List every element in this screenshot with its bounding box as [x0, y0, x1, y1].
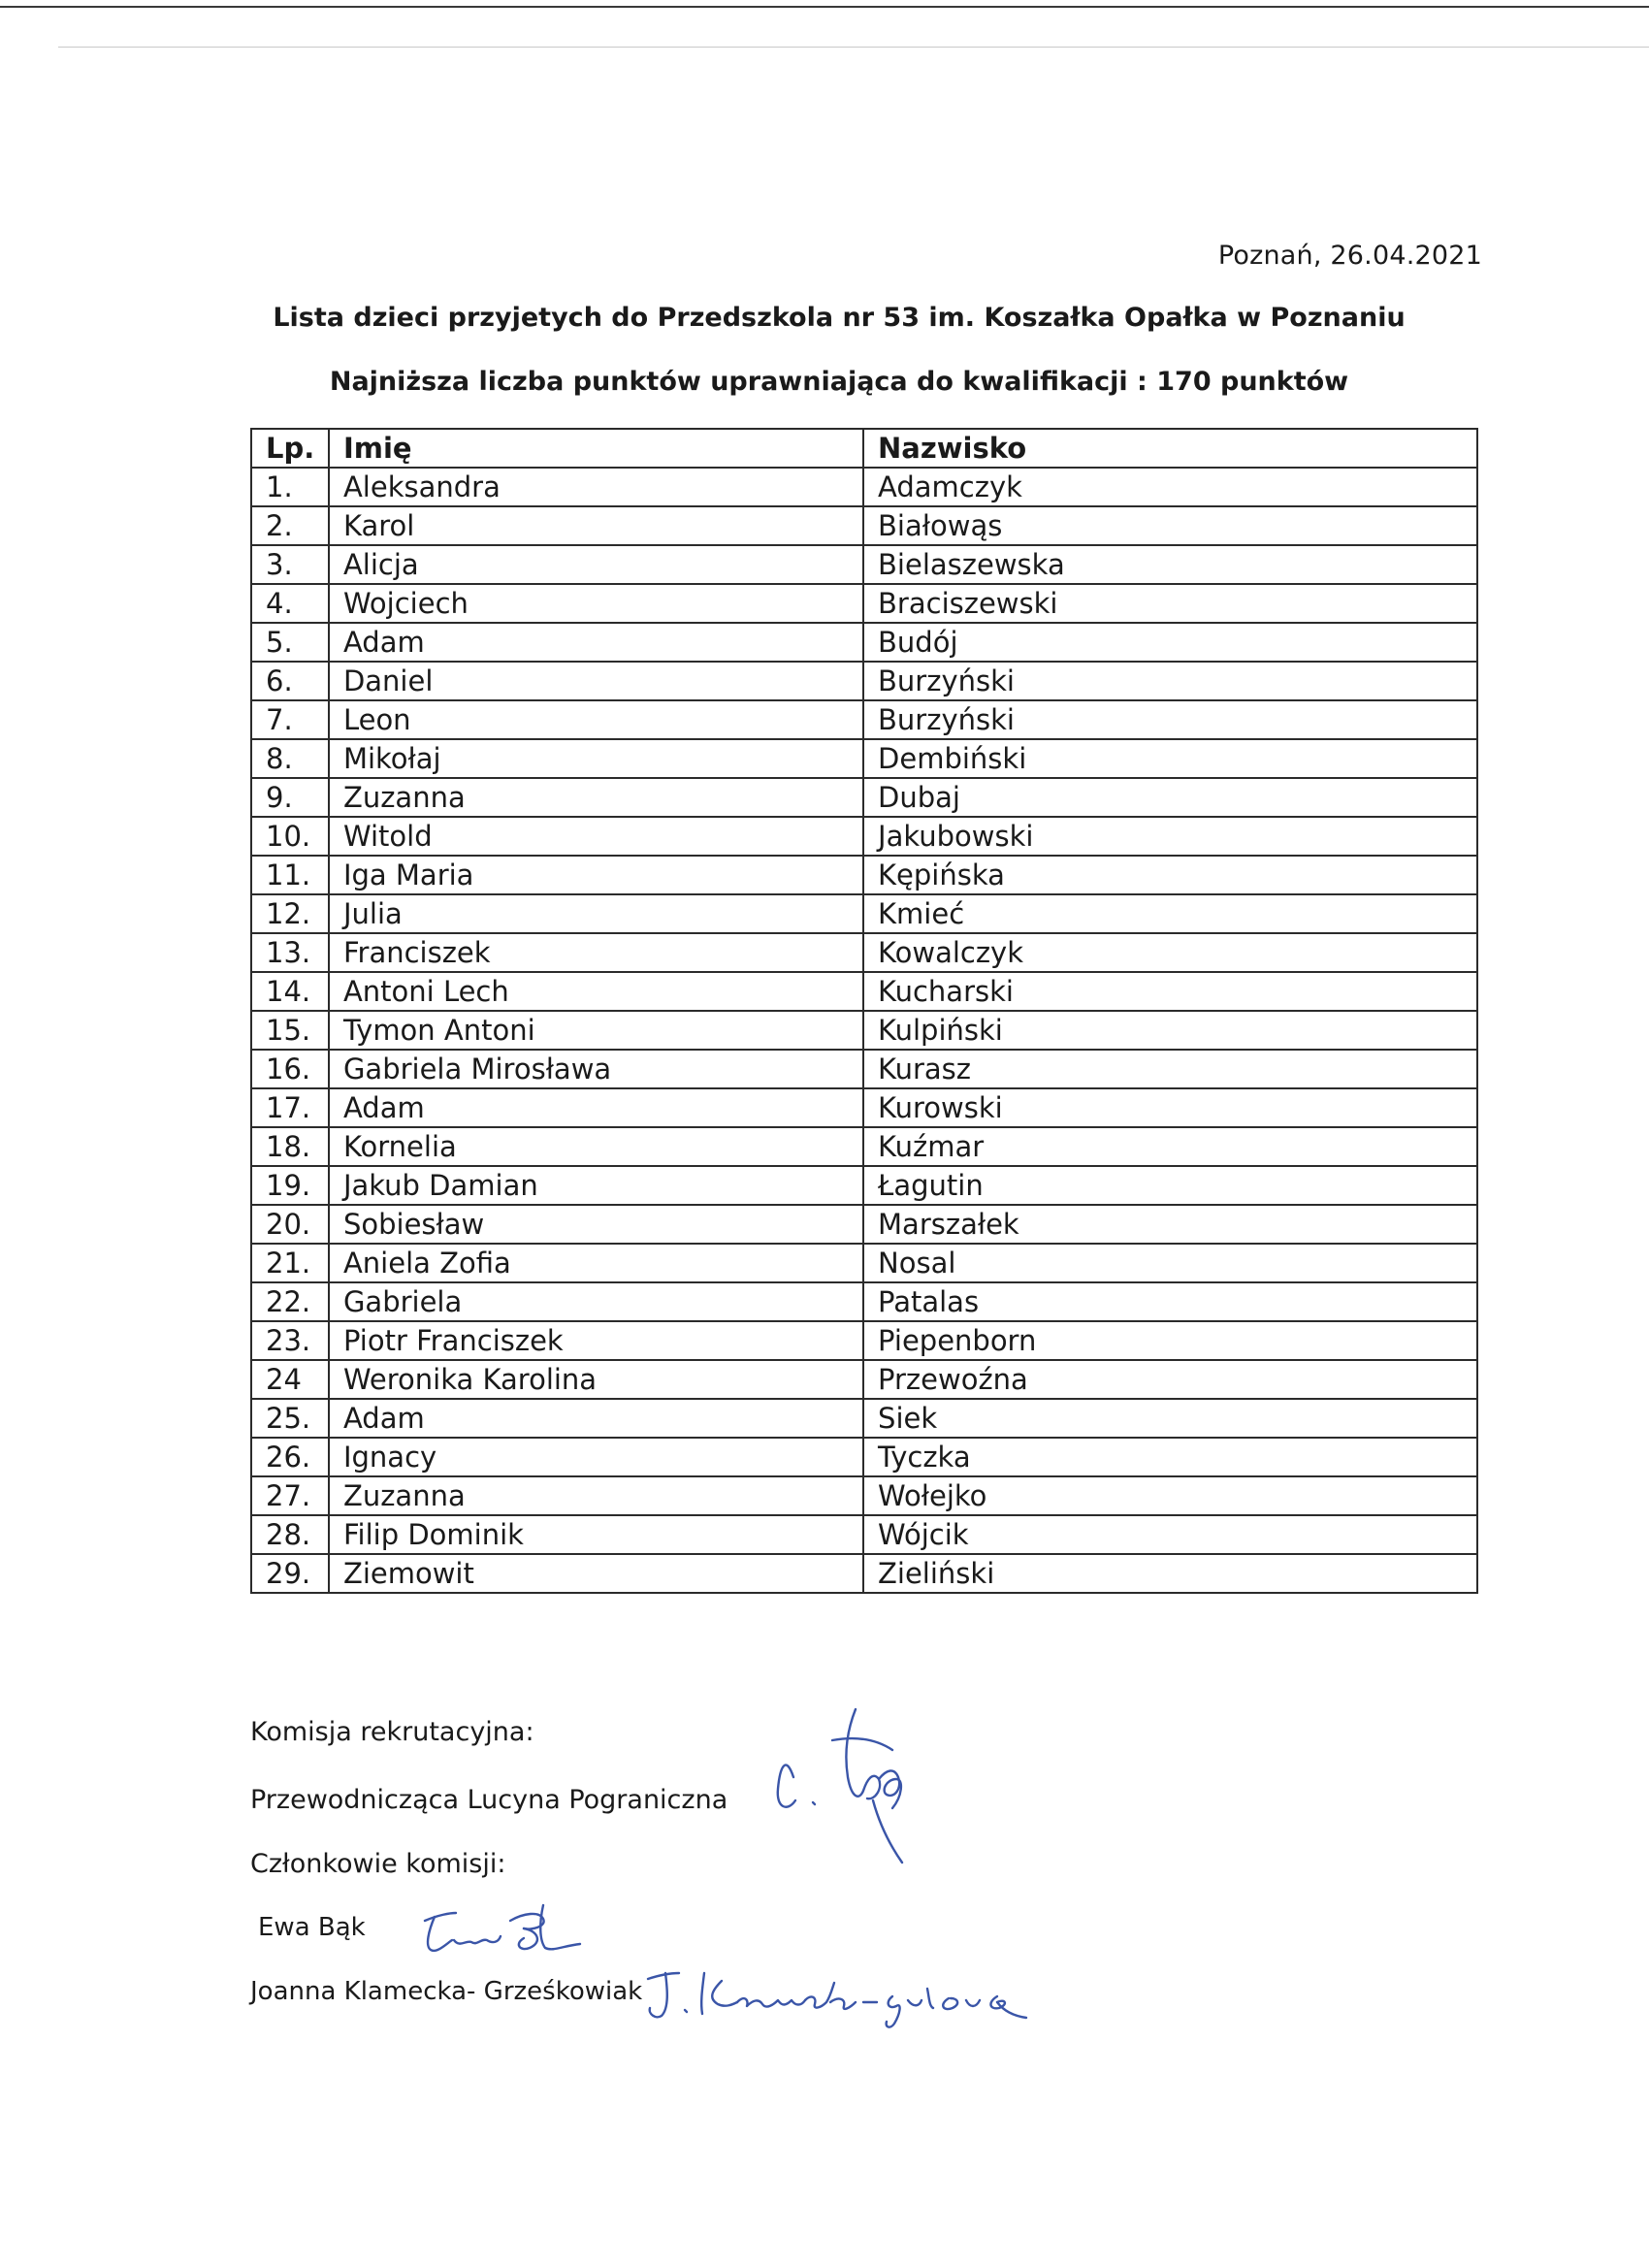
last-name-cell: Burzyński	[863, 662, 1477, 700]
last-name-cell: Kurasz	[863, 1050, 1477, 1088]
row-number-cell: 15.	[251, 1011, 329, 1050]
last-name-cell: Tyczka	[863, 1438, 1477, 1476]
last-name-cell: Kucharski	[863, 972, 1477, 1011]
first-name-cell: Wojciech	[329, 584, 863, 623]
row-number-cell: 23.	[251, 1321, 329, 1360]
last-name-cell: Kmieć	[863, 894, 1477, 933]
table-row	[251, 1282, 1477, 1321]
table-row	[251, 1011, 1477, 1050]
last-name-cell: Dubaj	[863, 778, 1477, 817]
table-row	[251, 739, 1477, 778]
first-name-cell: Gabriela Mirosława	[329, 1050, 863, 1088]
row-number-cell: 14.	[251, 972, 329, 1011]
last-name-cell: Wołejko	[863, 1476, 1477, 1515]
last-name-cell: Piepenborn	[863, 1321, 1477, 1360]
row-number-cell: 9.	[251, 778, 329, 817]
table-row	[251, 1399, 1477, 1438]
header-last-name: Nazwisko	[863, 429, 1477, 468]
row-number-cell: 20.	[251, 1205, 329, 1244]
last-name-cell: Budój	[863, 623, 1477, 662]
header-first-name: Imię	[329, 429, 863, 468]
row-number-cell: 12.	[251, 894, 329, 933]
first-name-cell: Adam	[329, 623, 863, 662]
table-row	[251, 1554, 1477, 1593]
first-name-cell: Sobiesław	[329, 1205, 863, 1244]
last-name-cell: Kępińska	[863, 856, 1477, 894]
first-name-cell: Adam	[329, 1088, 863, 1127]
row-number-cell: 19.	[251, 1166, 329, 1205]
first-name-cell: Gabriela	[329, 1282, 863, 1321]
document-title: Lista dzieci przyjetych do Przedszkola nr 53 im. Koszałka Opałka w Poznaniu	[273, 303, 1406, 333]
row-number-cell: 29.	[251, 1554, 329, 1593]
first-name-cell: Daniel	[329, 662, 863, 700]
committee-chair: Przewodnicząca Lucyna Pograniczna	[250, 1785, 728, 1815]
table-row	[251, 933, 1477, 972]
last-name-cell: Białowąs	[863, 506, 1477, 545]
committee-member-1: Ewa Bąk	[258, 1913, 366, 1942]
last-name-cell: Siek	[863, 1399, 1477, 1438]
last-name-cell: Kowalczyk	[863, 933, 1477, 972]
table-row	[251, 1127, 1477, 1166]
first-name-cell: Iga Maria	[329, 856, 863, 894]
table-row	[251, 1244, 1477, 1282]
row-number-cell: 21.	[251, 1244, 329, 1282]
committee-member-2: Joanna Klamecka- Grześkowiak	[250, 1977, 643, 2006]
row-number-cell: 11.	[251, 856, 329, 894]
first-name-cell: Filip Dominik	[329, 1515, 863, 1554]
row-number-cell: 18.	[251, 1127, 329, 1166]
first-name-cell: Ignacy	[329, 1438, 863, 1476]
table-row	[251, 468, 1477, 506]
first-name-cell: Mikołaj	[329, 739, 863, 778]
first-name-cell: Aniela Zofia	[329, 1244, 863, 1282]
row-number-cell: 6.	[251, 662, 329, 700]
table-row	[251, 623, 1477, 662]
table-row	[251, 1088, 1477, 1127]
last-name-cell: Kurowski	[863, 1088, 1477, 1127]
row-number-cell: 8.	[251, 739, 329, 778]
table-row	[251, 662, 1477, 700]
last-name-cell: Braciszewski	[863, 584, 1477, 623]
first-name-cell: Leon	[329, 700, 863, 739]
last-name-cell: Przewoźna	[863, 1360, 1477, 1399]
table-row	[251, 1476, 1477, 1515]
first-name-cell: Zuzanna	[329, 1476, 863, 1515]
last-name-cell: Łagutin	[863, 1166, 1477, 1205]
table-row	[251, 545, 1477, 584]
last-name-cell: Marszałek	[863, 1205, 1477, 1244]
first-name-cell: Alicja	[329, 545, 863, 584]
last-name-cell: Jakubowski	[863, 817, 1477, 856]
last-name-cell: Bielaszewska	[863, 545, 1477, 584]
last-name-cell: Burzyński	[863, 700, 1477, 739]
first-name-cell: Zuzanna	[329, 778, 863, 817]
first-name-cell: Kornelia	[329, 1127, 863, 1166]
table-row	[251, 778, 1477, 817]
row-number-cell: 10.	[251, 817, 329, 856]
member-1-signature	[417, 1901, 582, 1960]
scan-edge-top	[0, 6, 1649, 8]
row-number-cell: 22.	[251, 1282, 329, 1321]
row-number-cell: 13.	[251, 933, 329, 972]
last-name-cell: Dembiński	[863, 739, 1477, 778]
row-number-cell: 1.	[251, 468, 329, 506]
table-row	[251, 1205, 1477, 1244]
document-date: Poznań, 26.04.2021	[1217, 241, 1482, 271]
chair-signature	[766, 1707, 941, 1863]
row-number-cell: 5.	[251, 623, 329, 662]
last-name-cell: Adamczyk	[863, 468, 1477, 506]
table-row	[251, 584, 1477, 623]
table-row	[251, 1166, 1477, 1205]
table-row	[251, 1515, 1477, 1554]
row-number-cell: 7.	[251, 700, 329, 739]
first-name-cell: Franciszek	[329, 933, 863, 972]
first-name-cell: Aleksandra	[329, 468, 863, 506]
table-row	[251, 972, 1477, 1011]
table-row	[251, 506, 1477, 545]
first-name-cell: Ziemowit	[329, 1554, 863, 1593]
table-row	[251, 1321, 1477, 1360]
table-header-row	[251, 429, 1477, 468]
last-name-cell: Wójcik	[863, 1515, 1477, 1554]
first-name-cell: Karol	[329, 506, 863, 545]
table-row	[251, 817, 1477, 856]
last-name-cell: Zieliński	[863, 1554, 1477, 1593]
first-name-cell: Jakub Damian	[329, 1166, 863, 1205]
member-2-signature	[640, 1960, 1048, 2037]
row-number-cell: 28.	[251, 1515, 329, 1554]
table-row	[251, 1050, 1477, 1088]
first-name-cell: Weronika Karolina	[329, 1360, 863, 1399]
row-number-cell: 3.	[251, 545, 329, 584]
row-number-cell: 2.	[251, 506, 329, 545]
last-name-cell: Kuźmar	[863, 1127, 1477, 1166]
table-row	[251, 894, 1477, 933]
scan-edge-line	[58, 47, 1649, 48]
row-number-cell: 26.	[251, 1438, 329, 1476]
first-name-cell: Adam	[329, 1399, 863, 1438]
first-name-cell: Tymon Antoni	[329, 1011, 863, 1050]
row-number-cell: 16.	[251, 1050, 329, 1088]
row-number-cell: 4.	[251, 584, 329, 623]
first-name-cell: Piotr Franciszek	[329, 1321, 863, 1360]
table-body	[251, 468, 1477, 1593]
table-row	[251, 1360, 1477, 1399]
first-name-cell: Witold	[329, 817, 863, 856]
row-number-cell: 17.	[251, 1088, 329, 1127]
document-subtitle: Najniższa liczba punktów uprawniająca do kwalifikacji : 170 punktów	[329, 367, 1349, 397]
first-name-cell: Julia	[329, 894, 863, 933]
first-name-cell: Antoni Lech	[329, 972, 863, 1011]
row-number-cell: 25.	[251, 1399, 329, 1438]
last-name-cell: Nosal	[863, 1244, 1477, 1282]
children-list-table	[250, 428, 1478, 1594]
table-row	[251, 700, 1477, 739]
last-name-cell: Kulpiński	[863, 1011, 1477, 1050]
committee-title: Komisja rekrutacyjna:	[250, 1717, 534, 1747]
table-row	[251, 856, 1477, 894]
header-lp: Lp.	[251, 429, 329, 468]
row-number-cell: 27.	[251, 1476, 329, 1515]
row-number-cell: 24	[251, 1360, 329, 1399]
last-name-cell: Patalas	[863, 1282, 1477, 1321]
committee-members-label: Członkowie komisji:	[250, 1849, 506, 1879]
table-row	[251, 1438, 1477, 1476]
